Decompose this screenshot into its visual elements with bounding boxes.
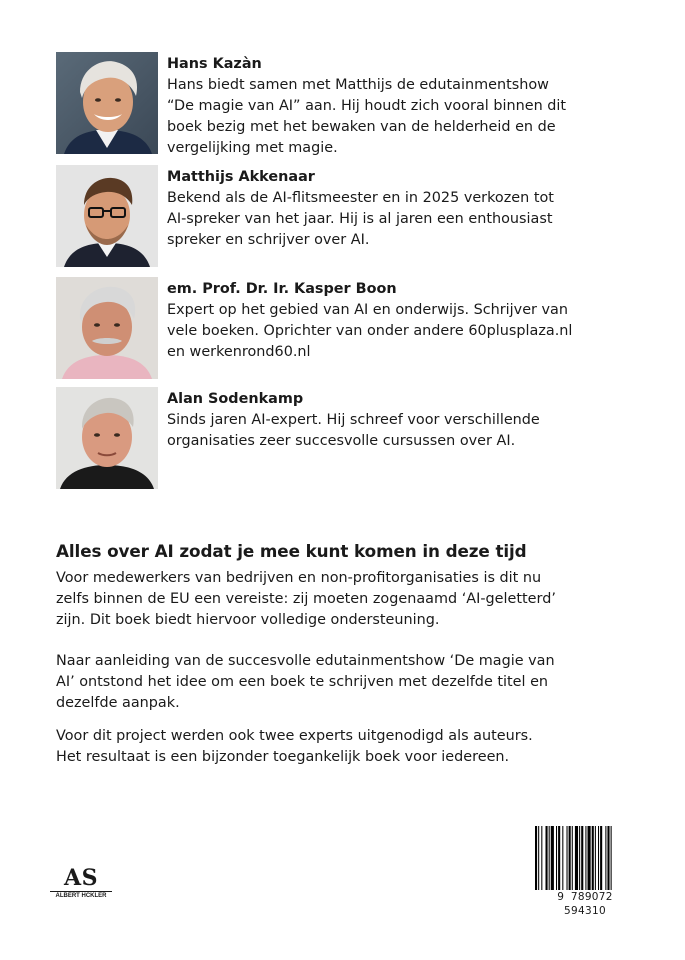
author-photo bbox=[56, 52, 158, 154]
logo-divider bbox=[50, 891, 112, 892]
paragraph-line: zijn. Dit boek biedt hiervoor volledige ondersteuning. bbox=[56, 612, 440, 628]
paragraph-line: AI’ ontstond het idee om een boek te schrijven met dezelfde titel en bbox=[56, 674, 549, 690]
publisher-name: ALBERT HCKLER bbox=[55, 893, 107, 899]
bio-line: Sinds jaren AI-expert. Hij schreef voor verschillende bbox=[167, 412, 540, 428]
bio-line: organisaties zeer succesvolle cursussen over AI. bbox=[167, 433, 516, 449]
paragraph bbox=[56, 651, 636, 714]
publisher-logo bbox=[50, 866, 112, 902]
author-photo bbox=[56, 277, 158, 379]
paragraph-line: Voor dit project werden ook twee experts uitgenodigd als auteurs. bbox=[56, 728, 533, 744]
author-photo bbox=[56, 165, 158, 267]
section-heading: Alles over AI zodat je mee kunt komen in deze tijd bbox=[56, 541, 527, 561]
bio-line: Expert op het gebied van AI en onderwijs. Schrijver van bbox=[167, 302, 568, 318]
bio-line: spreker en schrijver over AI. bbox=[167, 232, 370, 248]
paragraph-line: dezelfde aanpak. bbox=[56, 695, 180, 711]
barcode-bars bbox=[533, 826, 637, 896]
isbn-barcode bbox=[533, 826, 637, 917]
bio-line: en werkenrond60.nl bbox=[167, 344, 311, 360]
author-block-matthijs-akkenaar bbox=[56, 165, 636, 269]
paragraph-line: Voor medewerkers van bedrijven en non-profitorganisaties is dit nu bbox=[56, 570, 542, 586]
author-name: em. Prof. Dr. Ir. Kasper Boon bbox=[167, 281, 397, 297]
bio-line: AI-spreker van het jaar. Hij is al jaren een enthousiast bbox=[167, 211, 553, 227]
bio-line: vergelijking met magie. bbox=[167, 140, 338, 156]
author-bio bbox=[167, 54, 637, 159]
author-name: Alan Sodenkamp bbox=[167, 391, 304, 407]
author-bio bbox=[167, 167, 637, 251]
paragraph bbox=[56, 726, 636, 768]
author-block-hans-kazan bbox=[56, 52, 636, 156]
author-block-kasper-boon bbox=[56, 277, 636, 381]
paragraph bbox=[56, 568, 636, 631]
bio-line: Bekend als de AI-flitsmeester en in 2025 verkozen tot bbox=[167, 190, 554, 206]
author-name: Matthijs Akkenaar bbox=[167, 169, 315, 185]
isbn-number: 9 789072 594310 bbox=[533, 890, 637, 918]
paragraph-line: Naar aanleiding van de succesvolle edutainmentshow ‘De magie van bbox=[56, 653, 555, 669]
paragraph-line: zelfs binnen de EU een vereiste: zij moeten zogenaamd ‘AI-geletterd’ bbox=[56, 591, 556, 607]
bio-line: vele boeken. Oprichter van onder andere 60plusplaza.nl bbox=[167, 323, 573, 339]
author-bio bbox=[167, 389, 637, 452]
author-name: Hans Kazàn bbox=[167, 56, 262, 72]
publisher-logo-mark: AS bbox=[64, 865, 98, 891]
author-photo bbox=[56, 387, 158, 489]
bio-line: “De magie van AI” aan. Hij houdt zich vooral binnen dit bbox=[167, 98, 567, 114]
bio-line: Hans biedt samen met Matthijs de edutainmentshow bbox=[167, 77, 549, 93]
author-block-alan-sodenkamp bbox=[56, 387, 636, 491]
paragraph-line: Het resultaat is een bijzonder toegankelijk boek voor iedereen. bbox=[56, 749, 510, 765]
bio-line: boek bezig met het bewaken van de helderheid en de bbox=[167, 119, 556, 135]
author-bio bbox=[167, 279, 637, 363]
